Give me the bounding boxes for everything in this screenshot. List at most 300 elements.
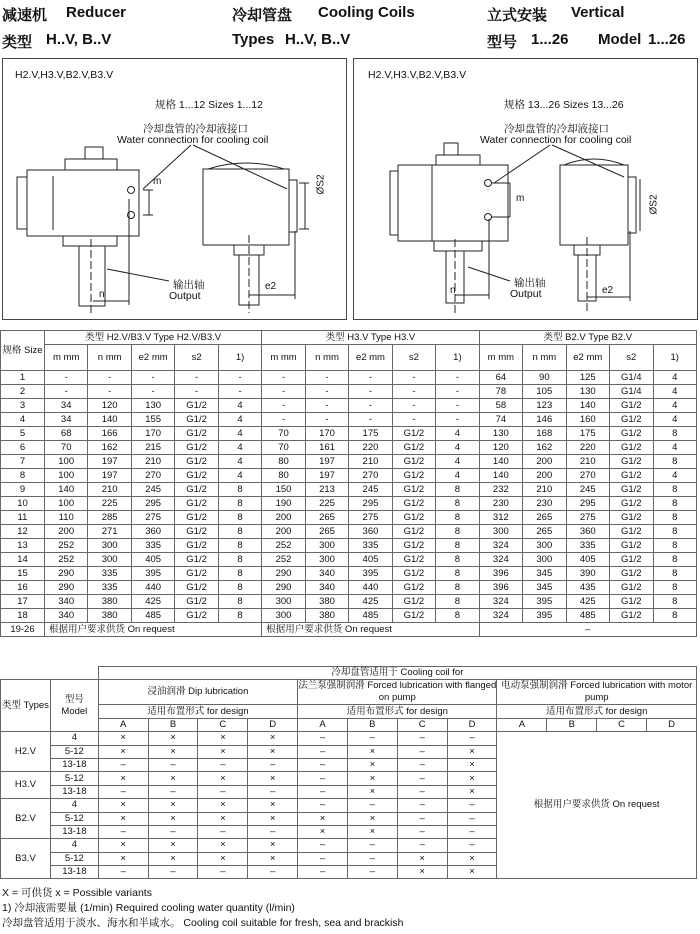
value-cell: 300 [262, 595, 305, 609]
header-coil-en: Cooling Coils [318, 4, 415, 21]
value-cell: 215 [131, 441, 174, 455]
value-cell: G1/2 [610, 567, 653, 581]
value-cell: 150 [262, 483, 305, 497]
value-cell: 210 [88, 483, 131, 497]
value-cell: G1/2 [610, 595, 653, 609]
value-cell: 300 [305, 539, 348, 553]
design-header: 适用布置形式 for design [298, 705, 497, 718]
model-cell: 13-18 [50, 866, 98, 879]
value-cell: 360 [349, 525, 392, 539]
group-header-b2v: 类型 B2.V Type B2.V [479, 331, 696, 345]
variant-cell: × [347, 772, 397, 785]
value-cell: 210 [131, 455, 174, 469]
value-cell: 4 [436, 427, 479, 441]
table-row [1, 413, 697, 427]
value-cell: 335 [349, 539, 392, 553]
size-cell: 12 [1, 525, 45, 539]
value-cell: 275 [131, 511, 174, 525]
value-cell: - [349, 399, 392, 413]
size-cell: 10 [1, 497, 45, 511]
value-cell: G1/2 [610, 609, 653, 623]
variant-cell: – [447, 839, 497, 852]
value-cell: G1/2 [175, 511, 218, 525]
table-row [1, 441, 697, 455]
design-letter: A [497, 718, 547, 731]
value-cell: 285 [88, 511, 131, 525]
variant-cell: × [248, 732, 298, 745]
value-cell: 225 [305, 497, 348, 511]
value-cell: 146 [523, 413, 566, 427]
value-cell: 64 [479, 371, 522, 385]
table-row [1, 371, 697, 385]
value-cell: G1/4 [610, 385, 653, 399]
value-cell: G1/2 [175, 595, 218, 609]
variant-cell: × [347, 785, 397, 798]
value-cell: - [262, 399, 305, 413]
header-types-val: H..V, B..V [285, 31, 351, 48]
value-cell: 210 [349, 455, 392, 469]
table-row [1, 483, 697, 497]
model-cell: 4 [50, 799, 98, 812]
design-letter: D [248, 718, 298, 731]
variant-cell: × [148, 732, 198, 745]
variant-cell: – [198, 825, 248, 838]
value-cell: G1/2 [610, 441, 653, 455]
value-cell: G1/2 [392, 581, 435, 595]
value-cell: 230 [523, 497, 566, 511]
value-cell: 295 [131, 497, 174, 511]
variant-cell: – [298, 745, 348, 758]
value-cell: 435 [566, 581, 609, 595]
value-cell: 252 [262, 539, 305, 553]
column-header: e2 mm [566, 345, 609, 371]
variant-cell: – [397, 825, 447, 838]
value-cell: 275 [349, 511, 392, 525]
value-cell: 8 [653, 497, 697, 511]
value-cell: G1/2 [610, 455, 653, 469]
variant-cell: × [397, 866, 447, 879]
value-cell: 140 [479, 455, 522, 469]
on-request-cell: 根据用户要求供货 On request [44, 623, 261, 637]
value-cell: G1/2 [175, 525, 218, 539]
value-cell: 197 [88, 469, 131, 483]
value-cell: 8 [436, 609, 479, 623]
panel-types: H2.V,H3.V,B2.V,B3.V [15, 69, 114, 81]
type-cell: H2.V [1, 732, 51, 772]
value-cell: G1/2 [610, 497, 653, 511]
value-cell: 340 [305, 567, 348, 581]
variant-cell: × [148, 852, 198, 865]
value-cell: 8 [653, 525, 697, 539]
dim-m: m [516, 193, 525, 204]
value-cell: 252 [262, 553, 305, 567]
table-row [1, 553, 697, 567]
value-cell: G1/2 [392, 483, 435, 497]
table-row [1, 623, 697, 637]
value-cell: 220 [566, 441, 609, 455]
variant-cell: × [198, 839, 248, 852]
value-cell: 8 [653, 511, 697, 525]
value-cell: 396 [479, 567, 522, 581]
variant-cell: – [447, 732, 497, 745]
variant-cell: – [447, 825, 497, 838]
variant-cell: – [447, 799, 497, 812]
value-cell: G1/2 [392, 609, 435, 623]
value-cell: 4 [653, 469, 697, 483]
variant-cell: × [447, 852, 497, 865]
value-cell: G1/2 [610, 539, 653, 553]
size-cell: 17 [1, 595, 45, 609]
value-cell: 175 [349, 427, 392, 441]
value-cell: - [349, 371, 392, 385]
variant-cell: – [397, 745, 447, 758]
value-cell: 300 [479, 525, 522, 539]
size-cell: 9 [1, 483, 45, 497]
column-header: e2 mm [349, 345, 392, 371]
variant-cell: – [98, 866, 148, 879]
value-cell: 8 [218, 539, 261, 553]
value-cell: 270 [131, 469, 174, 483]
column-header: m mm [479, 345, 522, 371]
value-cell: 4 [218, 455, 261, 469]
variant-cell: × [347, 825, 397, 838]
value-cell: 335 [88, 581, 131, 595]
dim-s2: ØS2 [315, 174, 327, 195]
variant-cell: – [98, 758, 148, 771]
footer-note-water: 冷却盘管适用于淡水、海水和半咸水。 Cooling coil suitable for fresh, sea and brackish [2, 917, 404, 929]
variant-cell: × [248, 772, 298, 785]
column-header: n mm [88, 345, 131, 371]
value-cell: 8 [436, 567, 479, 581]
value-cell: 140 [566, 399, 609, 413]
value-cell: - [88, 371, 131, 385]
value-cell: 162 [523, 441, 566, 455]
variant-cell: × [248, 745, 298, 758]
value-cell: 4 [653, 441, 697, 455]
value-cell: G1/2 [392, 525, 435, 539]
header-vertical-cn: 立式安装 [487, 7, 548, 24]
value-cell: 4 [436, 441, 479, 455]
on-request-cell: – [479, 623, 696, 637]
variant-cell: – [347, 866, 397, 879]
value-cell: 4 [436, 455, 479, 469]
variant-cell: – [447, 812, 497, 825]
variant-cell: – [148, 785, 198, 798]
column-header: s2 [392, 345, 435, 371]
header-model-en: Model [598, 31, 642, 48]
model-cell: 4 [50, 839, 98, 852]
variant-cell: × [447, 785, 497, 798]
header-coil-cn: 冷却管盘 [232, 7, 293, 24]
model-cell: 4 [50, 732, 98, 745]
variant-cell: – [347, 732, 397, 745]
value-cell: - [218, 385, 261, 399]
value-cell: 290 [44, 581, 87, 595]
variant-cell: – [397, 758, 447, 771]
value-cell: 345 [523, 581, 566, 595]
value-cell: 300 [305, 553, 348, 567]
model-cell: 13-18 [50, 758, 98, 771]
value-cell: G1/2 [175, 469, 218, 483]
value-cell: G1/2 [175, 553, 218, 567]
column-header: 1) [218, 345, 261, 371]
variant-cell: × [298, 812, 348, 825]
value-cell: 78 [479, 385, 522, 399]
value-cell: G1/4 [610, 371, 653, 385]
model-cell: 5-12 [50, 812, 98, 825]
coil-label-en: Water connection for cooling coil [480, 134, 632, 146]
variant-cell: × [198, 732, 248, 745]
value-cell: 380 [305, 609, 348, 623]
value-cell: G1/2 [610, 553, 653, 567]
value-cell: 380 [88, 609, 131, 623]
value-cell: 8 [436, 497, 479, 511]
value-cell: - [262, 385, 305, 399]
variant-cell: × [248, 812, 298, 825]
value-cell: - [436, 399, 479, 413]
value-cell: G1/2 [175, 567, 218, 581]
value-cell: G1/2 [175, 441, 218, 455]
value-cell: 360 [131, 525, 174, 539]
value-cell: 155 [131, 413, 174, 427]
variant-cell: × [148, 772, 198, 785]
value-cell: - [262, 371, 305, 385]
value-cell: 166 [88, 427, 131, 441]
value-cell: 8 [218, 595, 261, 609]
value-cell: 340 [44, 595, 87, 609]
flanged-pump-header: 法兰泵强制润滑 Forced lubrication with flanged on pump [298, 680, 497, 704]
variant-cell: × [98, 852, 148, 865]
value-cell: 4 [653, 399, 697, 413]
variant-cell: – [298, 799, 348, 812]
variant-cell: – [298, 732, 348, 745]
value-cell: 425 [566, 595, 609, 609]
on-request-cell: 根据用户要求供货 On request [262, 623, 479, 637]
value-cell: G1/2 [392, 567, 435, 581]
value-cell: 275 [566, 511, 609, 525]
value-cell: G1/2 [610, 469, 653, 483]
value-cell: 324 [479, 595, 522, 609]
dim-n: n [99, 289, 105, 300]
value-cell: - [262, 413, 305, 427]
model-cell: 5-12 [50, 745, 98, 758]
value-cell: 324 [479, 553, 522, 567]
value-cell: G1/2 [175, 455, 218, 469]
value-cell: 200 [523, 469, 566, 483]
variant-cell: – [298, 839, 348, 852]
value-cell: 175 [566, 427, 609, 441]
model-cell: 5-12 [50, 772, 98, 785]
value-cell: 140 [479, 469, 522, 483]
value-cell: 335 [566, 539, 609, 553]
model-cell: 13-18 [50, 785, 98, 798]
column-header: m mm [262, 345, 305, 371]
value-cell: 170 [131, 427, 174, 441]
panel-types: H2.V,H3.V,B2.V,B3.V [368, 69, 467, 81]
value-cell: 190 [262, 497, 305, 511]
value-cell: 68 [44, 427, 87, 441]
size-cell: 1 [1, 371, 45, 385]
value-cell: 230 [479, 497, 522, 511]
variant-cell: – [298, 772, 348, 785]
variant-cell: – [298, 758, 348, 771]
table-row [1, 567, 697, 581]
design-letter: D [647, 718, 697, 731]
value-cell: 220 [349, 441, 392, 455]
variant-cell: × [98, 732, 148, 745]
value-cell: 70 [262, 441, 305, 455]
value-cell: 440 [131, 581, 174, 595]
variant-cell: – [347, 839, 397, 852]
value-cell: 8 [218, 511, 261, 525]
dip-lubrication-header: 浸油润滑 Dip lubrication [98, 680, 297, 705]
value-cell: 160 [566, 413, 609, 427]
value-cell: 4 [653, 385, 697, 399]
value-cell: 130 [479, 427, 522, 441]
value-cell: 4 [218, 413, 261, 427]
design-letter: B [148, 718, 198, 731]
value-cell: - [436, 371, 479, 385]
right-gearbox-drawing [354, 59, 699, 321]
output-label-en: Output [510, 288, 542, 300]
variant-cell: – [198, 866, 248, 879]
value-cell: 4 [218, 399, 261, 413]
design-header: 适用布置形式 for design [98, 705, 297, 718]
value-cell: 120 [88, 399, 131, 413]
header-reducer-en: Reducer [66, 4, 127, 21]
value-cell: 8 [218, 553, 261, 567]
variant-cell: – [298, 866, 348, 879]
value-cell: G1/2 [392, 455, 435, 469]
value-cell: - [218, 371, 261, 385]
size-cell: 5 [1, 427, 45, 441]
column-header: 1) [653, 345, 697, 371]
value-cell: 8 [436, 525, 479, 539]
table-row [1, 427, 697, 441]
left-gearbox-drawing [3, 59, 348, 321]
value-cell: 8 [436, 553, 479, 567]
value-cell: 8 [436, 539, 479, 553]
value-cell: - [175, 371, 218, 385]
coil-label-cn: 冷却盘管的冷却液接口 [143, 123, 248, 135]
variant-cell: × [98, 772, 148, 785]
header-types-en: Types [232, 31, 275, 48]
value-cell: 105 [523, 385, 566, 399]
coil-label-en: Water connection for cooling coil [117, 134, 269, 146]
value-cell: G1/2 [175, 581, 218, 595]
output-label-cn: 输出轴 [514, 277, 546, 289]
column-header: n mm [523, 345, 566, 371]
value-cell: - [436, 385, 479, 399]
value-cell: 252 [44, 539, 87, 553]
value-cell: 270 [349, 469, 392, 483]
table-row [1, 539, 697, 553]
value-cell: - [392, 413, 435, 427]
value-cell: 4 [653, 413, 697, 427]
size-cell: 16 [1, 581, 45, 595]
table-row [1, 469, 697, 483]
design-letter: A [298, 718, 348, 731]
on-request-cell: 根据用户要求供货 On request [497, 732, 697, 879]
value-cell: 8 [218, 497, 261, 511]
value-cell: 290 [262, 581, 305, 595]
value-cell: - [305, 385, 348, 399]
value-cell: G1/2 [392, 511, 435, 525]
variant-cell: × [198, 852, 248, 865]
value-cell: 396 [479, 581, 522, 595]
variant-cell: – [347, 799, 397, 812]
design-letter: C [597, 718, 647, 731]
value-cell: 123 [523, 399, 566, 413]
value-cell: 8 [653, 427, 697, 441]
variants-table [0, 666, 697, 879]
value-cell: 485 [131, 609, 174, 623]
value-cell: 324 [479, 609, 522, 623]
value-cell: 200 [44, 525, 87, 539]
variant-cell: – [298, 852, 348, 865]
design-letter: C [397, 718, 447, 731]
output-label-cn: 输出轴 [173, 279, 205, 291]
table-row [1, 581, 697, 595]
value-cell: 200 [262, 525, 305, 539]
value-cell: 232 [479, 483, 522, 497]
value-cell: 8 [653, 539, 697, 553]
table-row [1, 595, 697, 609]
value-cell: - [131, 371, 174, 385]
value-cell: G1/2 [392, 595, 435, 609]
value-cell: G1/2 [610, 399, 653, 413]
variant-cell: × [347, 758, 397, 771]
variant-cell: × [98, 799, 148, 812]
variant-cell: – [397, 839, 447, 852]
header-vertical-en: Vertical [571, 4, 625, 21]
value-cell: 34 [44, 413, 87, 427]
variant-cell: – [397, 732, 447, 745]
value-cell: 162 [88, 441, 131, 455]
variant-cell: × [248, 839, 298, 852]
variant-cell: × [198, 812, 248, 825]
value-cell: 74 [479, 413, 522, 427]
types-header: 类型 Types [1, 680, 51, 732]
variant-cell: – [198, 785, 248, 798]
value-cell: 8 [436, 511, 479, 525]
value-cell: 395 [523, 609, 566, 623]
value-cell: G1/2 [610, 525, 653, 539]
size-header: 规格 Size [1, 331, 45, 371]
value-cell: 290 [262, 567, 305, 581]
dim-n: n [450, 285, 456, 296]
value-cell: - [175, 385, 218, 399]
value-cell: G1/2 [392, 427, 435, 441]
value-cell: 130 [566, 385, 609, 399]
dim-m: m [153, 176, 162, 187]
value-cell: 4 [218, 469, 261, 483]
type-cell: B3.V [1, 839, 51, 879]
size-cell: 4 [1, 413, 45, 427]
header-model-range: 1...26 [531, 31, 569, 48]
value-cell: 245 [349, 483, 392, 497]
value-cell: - [349, 385, 392, 399]
variant-cell: × [198, 745, 248, 758]
value-cell: 90 [523, 371, 566, 385]
panel-sizes: 规格 1...12 Sizes 1...12 [155, 99, 263, 111]
design-letter: C [198, 718, 248, 731]
size-cell: 18 [1, 609, 45, 623]
value-cell: 265 [523, 525, 566, 539]
variant-cell: – [397, 785, 447, 798]
model-header: 型号 Model [50, 680, 98, 732]
value-cell: 197 [305, 469, 348, 483]
